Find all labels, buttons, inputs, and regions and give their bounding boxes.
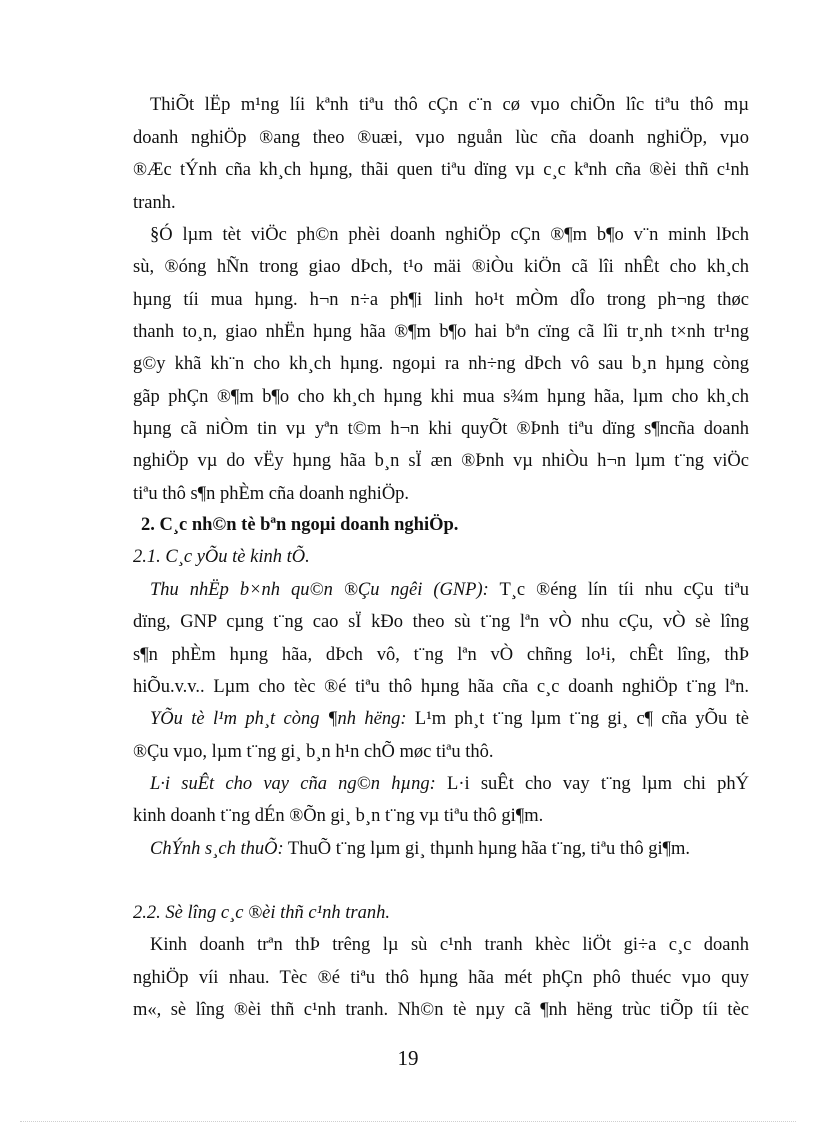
- paragraph-line: [150, 835, 749, 863]
- paragraph-line: hiÕu.v.v.. Lµm cho tèc ®é tiªu thô hµng hãa cña c¸c doanh nghiÖp t¨ng lªn.: [133, 677, 749, 697]
- section-heading: 2. C¸c nh©n tè bªn ngoµi doanh nghiÖp.: [141, 515, 459, 535]
- term-text: T¸c ®éng lín tíi nhu cÇu tiªu: [488, 580, 749, 600]
- paragraph-line: kinh doanh t¨ng dÉn ®Õn gi¸ b¸n t¨ng vµ tiªu thô gi¶m.: [133, 806, 544, 826]
- paragraph-line: [150, 770, 749, 798]
- paragraph-line: s¶n phÈm hµng hãa, dÞch vô, t¨ng lªn vÒ chñng lo¹i, chÊt lîng, thÞ: [133, 645, 749, 665]
- paragraph-line: [150, 576, 749, 604]
- paragraph-line: sù, ®óng hÑn trong giao dÞch, t¹o mäi ®iÒu kiÖn cã lîi nhÊt cho kh¸ch: [133, 257, 749, 277]
- paragraph-line: §Ó lµm tèt viÖc ph©n phèi doanh nghiÖp cÇn ®¶m b¶o v¨n minh lÞch: [150, 225, 749, 245]
- term-text: ThuÕ t¨ng lµm gi¸ thµnh hµng hãa t¨ng, tiªu thô gi¶m.: [283, 839, 690, 859]
- paragraph-line: [150, 705, 749, 733]
- term-text: L·i suÊt cho vay t¨ng lµm chi phÝ: [435, 774, 749, 794]
- paragraph-line: gãp phÇn ®¶m b¶o cho kh¸ch hµng khi mua s¾m hµng hãa, lµm cho kh¸ch: [133, 387, 749, 407]
- paragraph-line: ThiÕt lËp m¹ng líi kªnh tiªu thô cÇn c¨n cø vµo chiÕn lîc tiªu thô mµ: [150, 95, 749, 115]
- paragraph-line: doanh nghiÖp ®ang theo ®uæi, vµo nguån lùc cña doanh nghiÖp, vµo: [133, 128, 749, 148]
- term-label: L·i suÊt cho vay cña ng©n hµng:: [150, 774, 436, 794]
- page-border: [20, 1121, 796, 1122]
- paragraph-line: g©y khã kh¨n cho kh¸ch hµng. ngoµi ra nh÷ng dÞch vô sau b¸n hµng còng: [133, 354, 749, 374]
- paragraph-line: ®Çu vµo, lµm t¨ng gi¸ b¸n h¹n chÕ møc tiªu thô.: [133, 742, 494, 762]
- paragraph-line: nghiÖp vµ do vËy hµng hãa b¸n sÏ æn ®Þnh vµ nhiÒu h¬n lµm t¨ng viÖc: [133, 451, 749, 471]
- paragraph-line: tranh.: [133, 193, 176, 213]
- term-label: Thu nhËp b×nh qu©n ®Çu ngêi (GNP):: [150, 580, 489, 600]
- paragraph-line: ®Æc tÝnh cña kh¸ch hµng, thãi quen tiªu dïng vµ c¸c kªnh cña ®èi thñ c¹nh: [133, 160, 749, 180]
- paragraph-line: hµng tíi mua hµng. h¬n n÷a ph¶i linh ho¹t mÒm dÎo trong ph¬ng thøc: [133, 290, 749, 310]
- paragraph-line: m«, sè lîng ®èi thñ c¹nh tranh. Nh©n tè nµy cã ¶nh hëng trùc tiÕp tíi tèc: [133, 1000, 749, 1020]
- term-text: L¹m ph¸t t¨ng lµm t¨ng gi¸ c¶ cña yÕu tè: [406, 709, 749, 729]
- subsection-heading: 2.1. C¸c yÕu tè kinh tÕ.: [133, 547, 310, 567]
- paragraph-line: hµng cã niÒm tin vµ yªn t©m h¬n khi quyÕt ®Þnh tiªu dïng s¶ncña doanh: [133, 419, 749, 439]
- paragraph-line: Kinh doanh trªn thÞ trêng lµ sù c¹nh tranh khèc liÖt gi÷a c¸c doanh: [150, 935, 749, 955]
- paragraph-line: dïng, GNP cµng t¨ng cao sÏ kÐo theo sù t¨ng lªn vÒ nhu cÇu, vÒ sè lîng: [133, 612, 749, 632]
- paragraph-line: thanh to¸n, giao nhËn hµng hãa ®¶m b¶o hai bªn cïng cã lîi tr¸nh t×nh tr¹ng: [133, 322, 749, 342]
- term-label: ChÝnh s¸ch thuÕ:: [150, 839, 284, 859]
- page-number: 19: [397, 1046, 419, 1070]
- term-label: YÕu tè l¹m ph¸t còng ¶nh hëng:: [150, 709, 407, 729]
- paragraph-line: tiªu thô s¶n phÈm cña doanh nghiÖp.: [133, 484, 410, 504]
- paragraph-line: nghiÖp víi nhau. Tèc ®é tiªu thô hµng hãa mét phÇn phô thuéc vµo quy: [133, 968, 749, 988]
- subsection-heading: 2.2. Sè lîng c¸c ®èi thñ c¹nh tranh.: [133, 903, 390, 923]
